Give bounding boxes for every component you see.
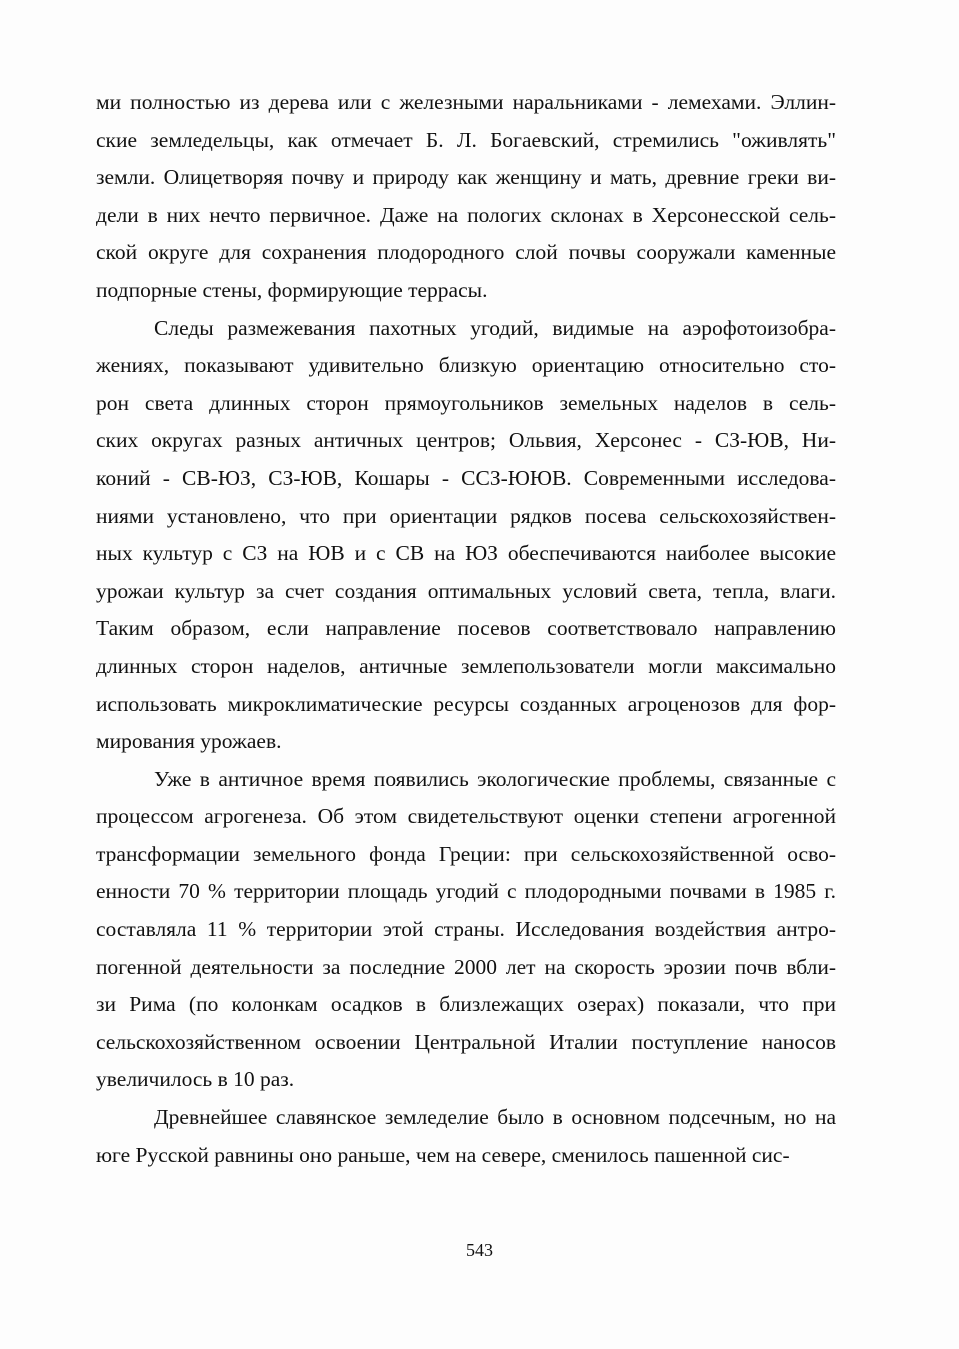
text-line: ские земледельцы, как отмечает Б. Л. Богаевский, стремились "оживлять" [96,127,836,152]
text-line: коний - СВ-ЮЗ, СЗ-ЮВ, Кошары - ССЗ-ЮЮВ. Современными исследова- [96,465,836,490]
text-line: подпорные стены, формирующие террасы. [96,277,488,302]
text-line: ных культур с СЗ на ЮВ и с СВ на ЮЗ обеспечиваются наиболее высокие [96,541,836,566]
paragraph [96,761,836,1099]
body-text [96,84,836,1174]
text-line: трансформации земельного фонда Греции: при сельскохозяйственной осво- [96,841,836,866]
text-line: сельскохозяйственном освоении Центральной Италии поступление наносов [96,1029,836,1054]
text-line: жениях, показывают удивительно близкую ориентацию относительно сто- [96,353,836,378]
text-line: енности 70 % территории площадь угодий с плодородными почвами в 1985 г. [96,879,836,904]
paragraph [96,1099,836,1174]
text-line: использовать микроклиматические ресурсы созданных агроценозов для фор- [96,691,836,716]
paragraph [96,310,836,761]
text-line: мирования урожаев. [96,729,282,754]
text-line: процессом агрогенеза. Об этом свидетельствуют оценки степени агрогенной [96,804,836,829]
text-line: Древнейшее славянское земледелие было в основном подсечным, но на [154,1105,836,1130]
text-line: увеличилось в 10 раз. [96,1067,295,1092]
text-line: Уже в античное время появились экологические проблемы, связанные с [154,766,836,791]
text-line: земли. Олицетворяя почву и природу как женщину и мать, древние греки ви- [96,165,836,190]
page-number: 543 [466,1240,493,1260]
text-line: урожаи культур за счет создания оптимальных условий света, тепла, влаги. [96,578,836,603]
text-line: Таким образом, если направление посевов соответствовало направлению [96,616,836,641]
text-line: погенной деятельности за последние 2000 лет на скорость эрозии почв вбли- [96,954,836,979]
text-line: ниями установлено, что при ориентации рядков посева сельскохозяйствен- [96,503,836,528]
paragraph [96,84,836,310]
text-line: дели в них нечто первичное. Даже на пологих склонах в Херсонесской сель- [96,202,836,227]
text-line: ских округах разных античных центров; Ольвия, Херсонес - СЗ-ЮВ, Ни- [96,428,836,453]
text-line: Следы размежевания пахотных угодий, видимые на аэрофотоизобра- [154,315,836,340]
text-line: ской округе для сохранения плодородного слой почвы сооружали каменные [96,240,836,265]
text-line: ми полностью из дерева или с железными наральниками - лемехами. Эллин- [96,90,836,114]
text-line: длинных сторон наделов, античные землепользователи могли максимально [96,653,836,678]
text-line: зи Рима (по колонкам осадков в близлежащих озерах) показали, что при [96,992,836,1017]
text-line: юге Русской равнины оно раньше, чем на севере, сменилось пашенной сис- [96,1142,790,1167]
text-line: составляла 11 % территории этой страны. Исследования воздействия антро- [96,917,836,942]
text-line: рон света длинных сторон прямоугольников земельных наделов в сель- [96,390,836,415]
